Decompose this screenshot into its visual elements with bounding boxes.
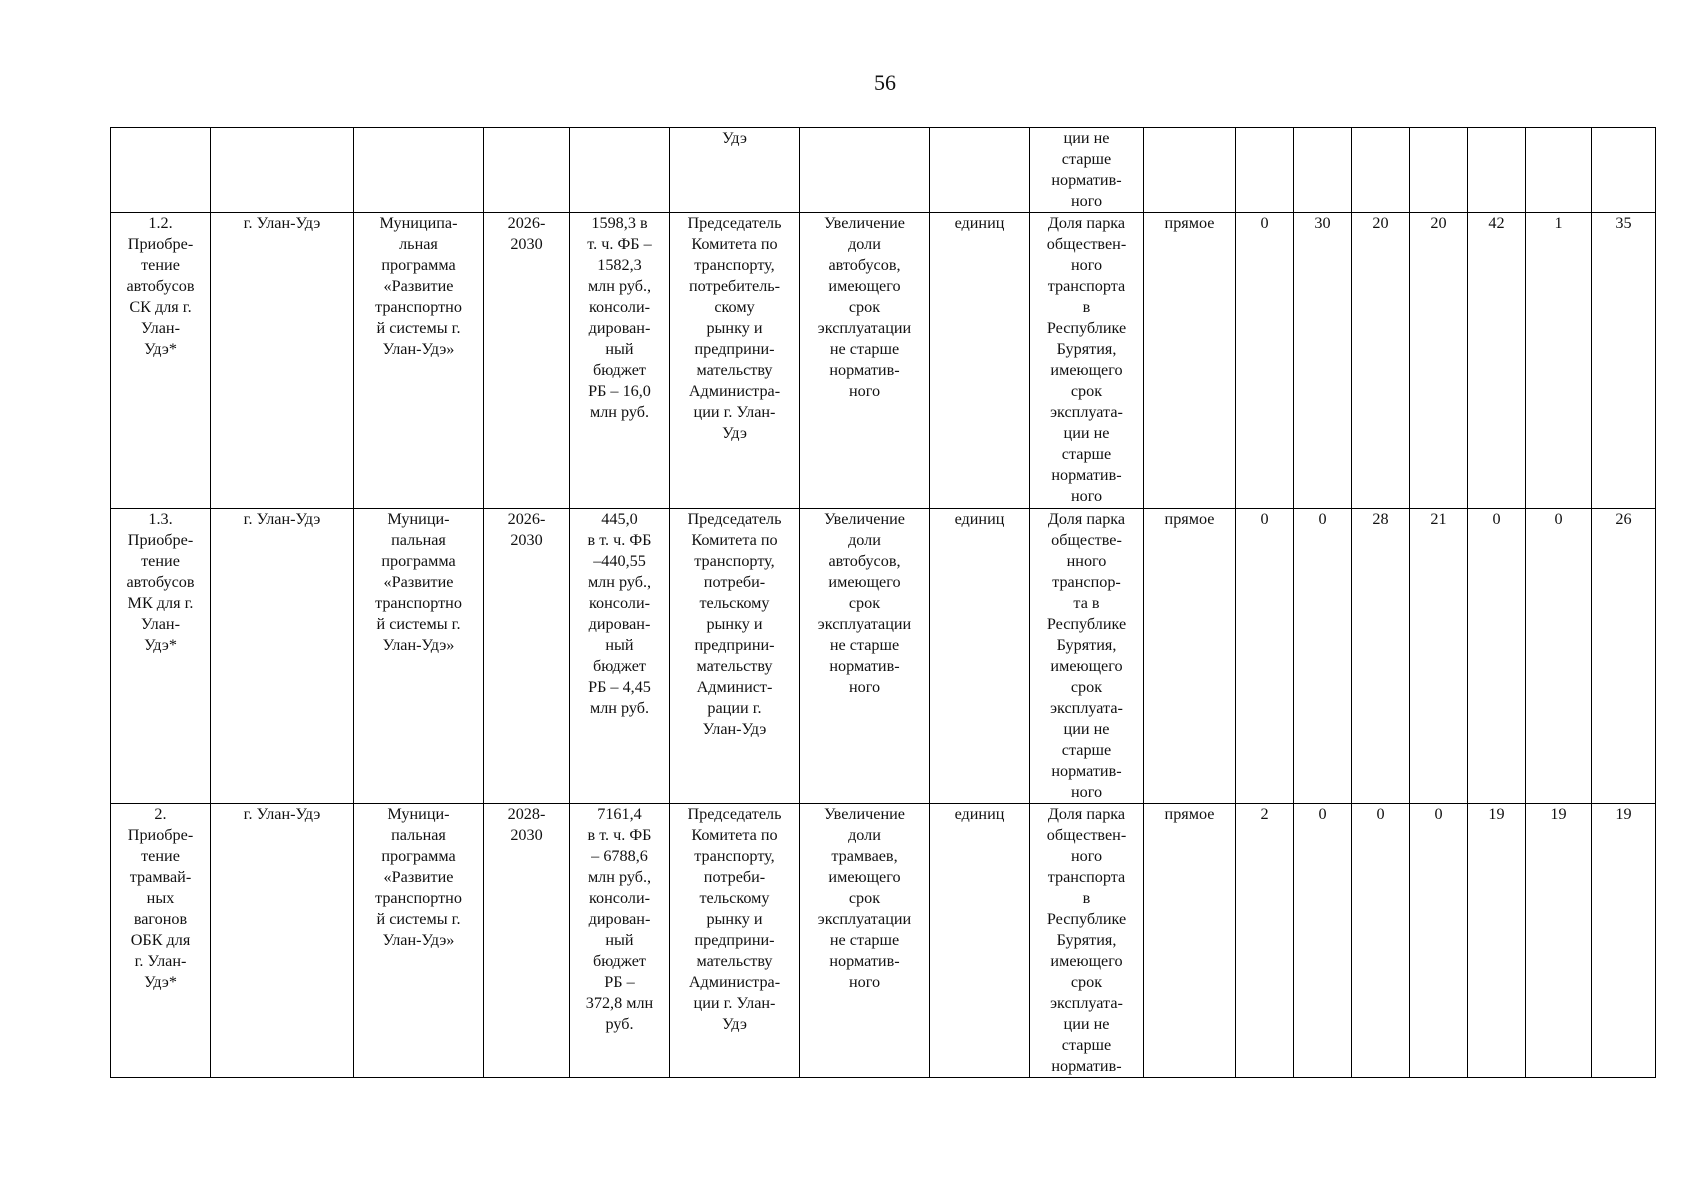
value-cell-1: [1236, 128, 1294, 213]
value-cell-5: 0: [1468, 509, 1526, 804]
value-cell-2: 0: [1294, 509, 1352, 804]
impact-type-cell: [1144, 128, 1236, 213]
responsible-cell: Удэ: [670, 128, 800, 213]
value-cell-3: [1352, 128, 1410, 213]
period-cell: [484, 128, 570, 213]
impact-type-cell: прямое: [1144, 509, 1236, 804]
value-cell-4: [1410, 128, 1468, 213]
value-cell-4: 0: [1410, 804, 1468, 1078]
unit-cell: единиц: [930, 509, 1030, 804]
value-cell-1: 0: [1236, 509, 1294, 804]
value-cell-6: 19: [1526, 804, 1592, 1078]
event-cell: 1.3. Приобре- тение автобусов МК для г. Улан- Удэ*: [111, 509, 211, 804]
value-cell-1: 0: [1236, 213, 1294, 509]
value-cell-4: 20: [1410, 213, 1468, 509]
table-row: [111, 509, 1656, 804]
territory-cell: [211, 128, 354, 213]
table-row: [111, 213, 1656, 509]
funding-cell: [570, 128, 670, 213]
program-cell: [354, 128, 484, 213]
table-row: [111, 128, 1656, 213]
value-cell-2: 30: [1294, 213, 1352, 509]
value-cell-3: 0: [1352, 804, 1410, 1078]
responsible-cell: Председатель Комитета по транспорту, потребитель- скому рынку и предприни- мательству Администра- ции г. Улан- Удэ: [670, 213, 800, 509]
result-cell: Увеличение доли автобусов, имеющего срок эксплуатации не старше норматив- ного: [800, 509, 930, 804]
program-cell: Муниципа- льная программа «Развитие транспортно й системы г. Улан-Удэ»: [354, 213, 484, 509]
event-cell: 1.2. Приобре- тение автобусов СК для г. Улан- Удэ*: [111, 213, 211, 509]
program-cell: Муници- пальная программа «Развитие транспортно й системы г. Улан-Удэ»: [354, 509, 484, 804]
value-cell-7: 26: [1592, 509, 1656, 804]
result-cell: [800, 128, 930, 213]
value-cell-6: [1526, 128, 1592, 213]
value-cell-6: 1: [1526, 213, 1592, 509]
value-cell-3: 28: [1352, 509, 1410, 804]
territory-cell: г. Улан-Удэ: [211, 213, 354, 509]
page-number: 56: [874, 70, 896, 95]
unit-cell: [930, 128, 1030, 213]
value-cell-7: 19: [1592, 804, 1656, 1078]
funding-cell: 7161,4 в т. ч. ФБ – 6788,6 млн руб., консоли- дирован- ный бюджет РБ – 372,8 млн руб.: [570, 804, 670, 1078]
event-cell: [111, 128, 211, 213]
value-cell-7: 35: [1592, 213, 1656, 509]
indicator-cell: Доля парка обществе- нного транспор- та в Республике Бурятия, имеющего срок эксплуата- ции не старше норматив- ного: [1030, 509, 1144, 804]
result-cell: Увеличение доли автобусов, имеющего срок эксплуатации не старше норматив- ного: [800, 213, 930, 509]
value-cell-3: 20: [1352, 213, 1410, 509]
value-cell-6: 0: [1526, 509, 1592, 804]
table-row: [111, 804, 1656, 1078]
responsible-cell: Председатель Комитета по транспорту, потреби- тельскому рынку и предприни- мательству Админист- рации г. Улан-Удэ: [670, 509, 800, 804]
period-cell: 2026- 2030: [484, 509, 570, 804]
responsible-cell: Председатель Комитета по транспорту, потреби- тельскому рынку и предприни- мательству Администра- ции г. Улан- Удэ: [670, 804, 800, 1078]
value-cell-1: 2: [1236, 804, 1294, 1078]
value-cell-5: 19: [1468, 804, 1526, 1078]
impact-type-cell: прямое: [1144, 213, 1236, 509]
indicator-cell: Доля парка обществен- ного транспорта в Республике Бурятия, имеющего срок эксплуата- ции не старше норматив- ного: [1030, 213, 1144, 509]
value-cell-2: 0: [1294, 804, 1352, 1078]
program-table: [110, 127, 1656, 1078]
funding-cell: 445,0 в т. ч. ФБ –440,55 млн руб., консоли- дирован- ный бюджет РБ – 4,45 млн руб.: [570, 509, 670, 804]
unit-cell: единиц: [930, 804, 1030, 1078]
result-cell: Увеличение доли трамваев, имеющего срок эксплуатации не старше норматив- ного: [800, 804, 930, 1078]
indicator-cell: Доля парка обществен- ного транспорта в Республике Бурятия, имеющего срок эксплуата- ции не старше норматив-: [1030, 804, 1144, 1078]
period-cell: 2026- 2030: [484, 213, 570, 509]
funding-cell: 1598,3 в т. ч. ФБ – 1582,3 млн руб., консоли- дирован- ный бюджет РБ – 16,0 млн руб.: [570, 213, 670, 509]
impact-type-cell: прямое: [1144, 804, 1236, 1078]
territory-cell: г. Улан-Удэ: [211, 804, 354, 1078]
value-cell-7: [1592, 128, 1656, 213]
unit-cell: единиц: [930, 213, 1030, 509]
value-cell-4: 21: [1410, 509, 1468, 804]
program-cell: Муници- пальная программа «Развитие транспортно й системы г. Улан-Удэ»: [354, 804, 484, 1078]
value-cell-2: [1294, 128, 1352, 213]
value-cell-5: 42: [1468, 213, 1526, 509]
value-cell-5: [1468, 128, 1526, 213]
event-cell: 2. Приобре- тение трамвай- ных вагонов ОБК для г. Улан- Удэ*: [111, 804, 211, 1078]
period-cell: 2028- 2030: [484, 804, 570, 1078]
territory-cell: г. Улан-Удэ: [211, 509, 354, 804]
indicator-cell: ции не старше норматив- ного: [1030, 128, 1144, 213]
